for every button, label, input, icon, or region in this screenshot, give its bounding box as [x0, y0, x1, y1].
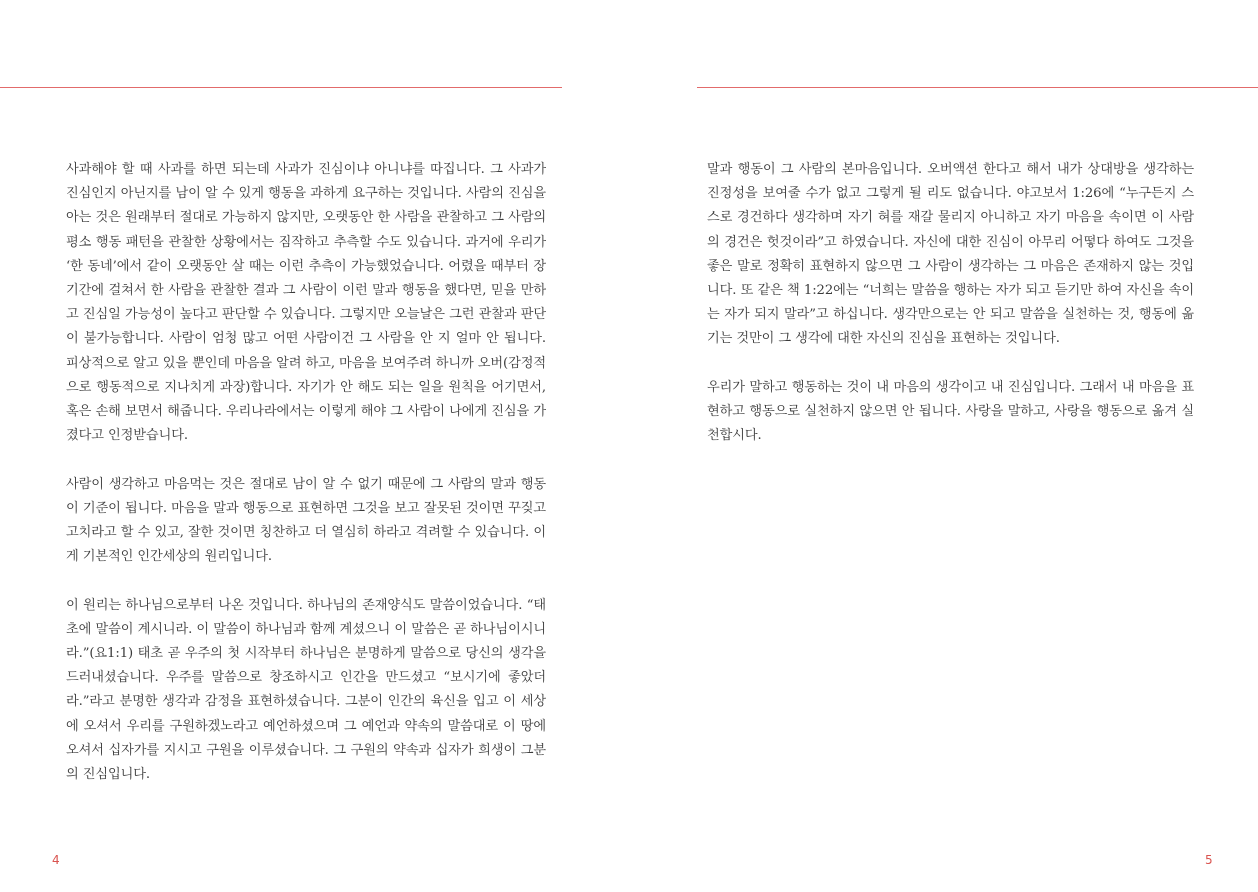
paragraph: 말과 행동이 그 사람의 본마음입니다. 오버액션 한다고 해서 내가 상대방을 생각하는 진정성을 보여줄 수가 없고 그렇게 될 리도 없습니다. 야고보서 1:26에 “누구든지 스스로 경건하다 생각하며 자기 혀를 재갈 물리지 아니하고 자기 마음을 속이면 이 사람의 경건은 헛것이라”고 하였습니다. 자신에 대한 진심이 아무리 어떻다 하여도 그것을 좋은 말로 정확히 표현하지 않으면 그 사람이 생각하는 그 마음은 존재하지 않는 것입니다. 또 같은 책 1:22에는 “너희는 말씀을 행하는 자가 되고 듣기만 하여 자신을 속이는 자가 되지 말라”고 하십니다. 생각만으로는 안 되고 말씀을 실천하는 것, 행동에 옮기는 것만이 그 생각에 대한 자신의 진심을 표현하는 것입니다.	[707, 162, 1194, 347]
paragraph: 사람이 생각하고 마음먹는 것은 절대로 남이 알 수 없기 때문에 그 사람의 말과 행동이 기준이 됩니다. 마음을 말과 행동으로 표현하면 그것을 보고 잘못된 것이면 꾸짖고 고치라고 할 수 있고, 잘한 것이면 칭찬하고 더 열심히 하라고 격려할 수 있습니다. 이게 기본적인 인간세상의 원리입니다.	[66, 476, 546, 565]
page-number-right: 5	[1205, 853, 1213, 867]
paragraph: 사과해야 할 때 사과를 하면 되는데 사과가 진심이냐 아니냐를 따집니다. 그 사과가 진심인지 아닌지를 남이 알 수 있게 행동을 과하게 요구하는 것입니다. 사람의 진심을 아는 것은 원래부터 절대로 가능하지 않지만, 오랫동안 한 사람을 관찰하고 그 사람의 평소 행동 패턴을 관찰한 상황에서는 짐작하고 추측할 수도 있습니다. 과거에 우리가 ‘한 동네’에서 같이 오랫동안 살 때는 이런 추측이 가능했었습니다. 어렸을 때부터 장기간에 걸쳐서 한 사람을 관찰한 결과 그 사람이 이런 말과 행동을 했다면, 믿을 만하고 진심일 가능성이 높다고 판단할 수 있습니다. 그렇지만 오늘날은 그런 관찰과 판단이 불가능합니다. 사람이 엄청 많고 어떤 사람이건 그 사람을 안 지 얼마 안 됩니다. 피상적으로 알고 있을 뿐인데 마음을 알려 하고, 마음을 보여주려 하니까 오버(감정적으로 행동적으로 지나치게 과장)합니다. 자기가 안 해도 되는 일을 원칙을 어기면서, 혹은 손해 보면서 해줍니다. 우리나라에서는 이렇게 해야 그 사람이 나에게 진심을 가졌다고 인정받습니다.	[66, 162, 546, 444]
left-body-text	[66, 158, 546, 811]
top-rule	[0, 87, 562, 88]
left-page	[0, 0, 562, 892]
paragraph: 이 원리는 하나님으로부터 나온 것입니다. 하나님의 존재양식도 말씀이었습니다. “태초에 말씀이 계시니라. 이 말씀이 하나님과 함께 계셨으니 이 말씀은 곧 하나님이시니라.”(요1:1) 태초 곧 우주의 첫 시작부터 하나님은 분명하게 말씀으로 당신의 생각을 드러내셨습니다. 우주를 말씀으로 창조하시고 인간을 만드셨고 “보시기에 좋았더라.”라고 분명한 생각과 감정을 표현하셨습니다. 그분이 인간의 육신을 입고 이 세상에 오셔서 우리를 구원하겠노라고 예언하셨으며 그 예언과 약속의 말씀대로 이 땅에 오셔서 십자가를 지시고 구원을 이루셨습니다. 그 구원의 약속과 십자가 희생이 그분의 진심입니다.	[66, 597, 546, 783]
right-body-text	[707, 158, 1194, 473]
top-rule	[697, 87, 1258, 88]
page-number-left: 4	[52, 853, 60, 867]
paragraph: 우리가 말하고 행동하는 것이 내 마음의 생각이고 내 진심입니다. 그래서 내 마음을 표현하고 행동으로 실천하지 않으면 안 됩니다. 사랑을 말하고, 사랑을 행동으로 옮겨 실천합시다.	[707, 379, 1194, 444]
right-page	[697, 0, 1258, 892]
